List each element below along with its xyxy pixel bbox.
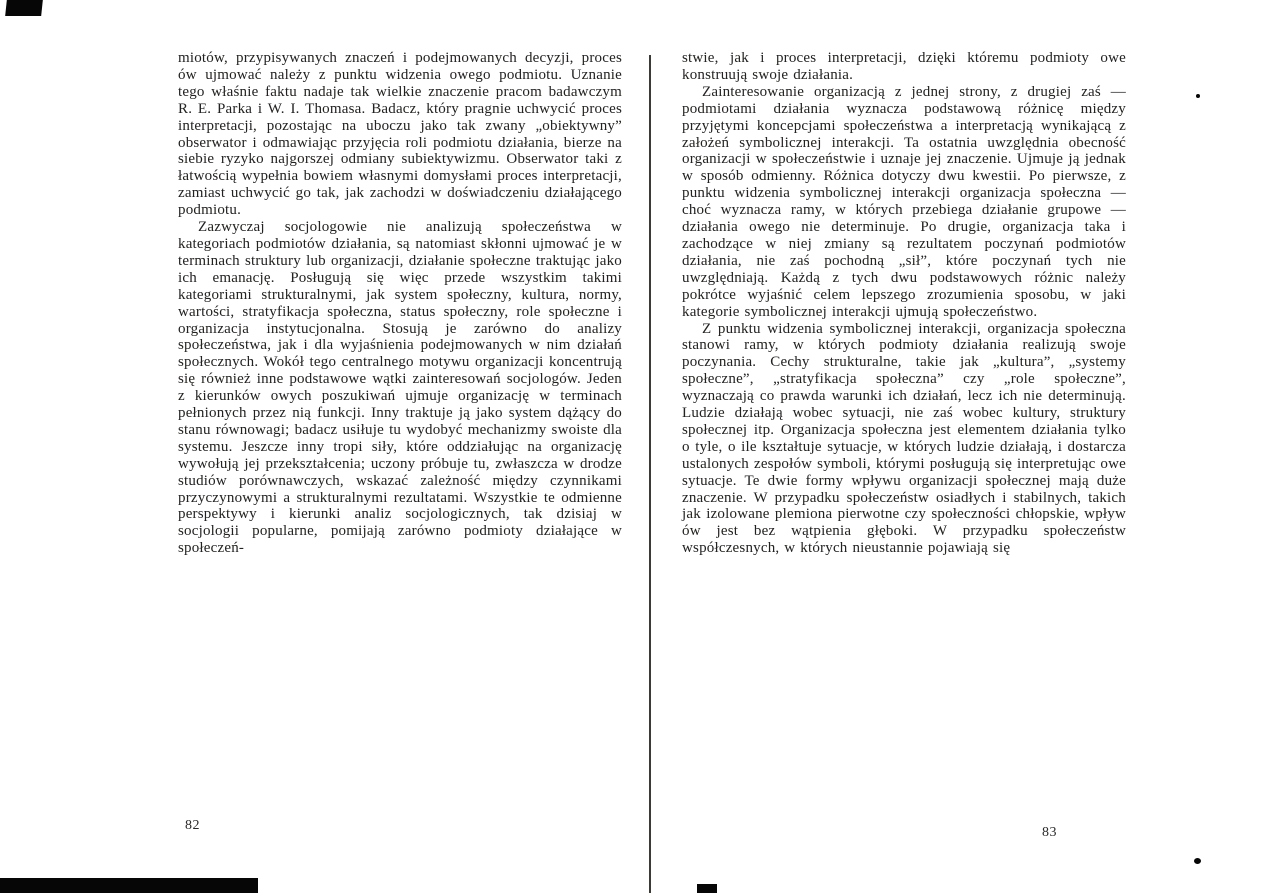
scan-artifact-right-dot bbox=[1194, 858, 1201, 864]
paragraph-continuation: miotów, przypisywanych znaczeń i podejmowanych decyzji, proces ów ujmować należy z punktu widzenia owego podmiotu. Uznanie tego właśnie faktu nadaje tak wielkie znaczenie pracom badawczym R. E. Parka i W. I. Thomasa. Badacz, który pragnie uchwycić proces interpretacji, pozostając na uboczu jako tak zwany „obiektywny” obserwator i odmawiając przyjęcia roli podmiotu działania, bierze na siebie ryzyko najgorszej odmiany subiektywizmu. Obserwator taki z łatwością wypełnia bowiem własnymi domysłami proces interpretacji, zamiast uchwycić go tak, jak zachodzi w doświadczeniu działającego podmiotu. bbox=[178, 50, 622, 219]
paragraph-continuation: stwie, jak i proces interpretacji, dzięki któremu podmioty owe konstruują swoje działania. bbox=[682, 50, 1126, 83]
paragraph: Zainteresowanie organizacją z jednej strony, z drugiej zaś — podmiotami działania wyznacza podstawową różnicę między przyjętymi koncepcjami społeczeństwa a interpretacją wynikającą z założeń symbolicznej interakcji. Ta ostatnia uwzględnia obecność organizacji w społeczeństwie i uznaje jej znaczenie. Ujmuje ją jednak w sposób odmienny. Różnica dotyczy dwu kwestii. Po pierwsze, z punktu widzenia symbolicznej interakcji organizacja społeczna — choć wyznacza ramy, w których przebiega działanie grupowe — działania owego nie determinuje. Po drugie, organizacja taka i zachodzące w niej zmiany są rezultatem poczynań podmiotów działania, nie zaś pochodną „sił”, które poczynań tych nie uwzględniają. Każdą z tych dwu podstawowych różnic należy pokrótce wyjaśnić celem lepszego zrozumienia sposobu, w jaki kategorie symbolicznej interakcji ujmują społeczeństwo. bbox=[682, 83, 1126, 320]
page-number-right: 83 bbox=[1042, 825, 1057, 840]
page-number-left: 82 bbox=[185, 818, 200, 833]
scan-speck-top-right bbox=[1196, 94, 1200, 98]
page-right bbox=[682, 50, 1126, 557]
scan-artifact-top-left bbox=[5, 0, 43, 16]
scan-artifact-bottom-mark bbox=[697, 884, 717, 893]
page-gutter-divider bbox=[649, 55, 651, 893]
paragraph: Zazwyczaj socjologowie nie analizują społeczeństwa w kategoriach podmiotów działania, są natomiast skłonni ujmować je w terminach struktury lub organizacji, działanie społeczne traktując jako ich emanację. Posługują się więc przede wszystkim takimi kategoriami strukturalnymi, jak system społeczny, kultura, normy, wartości, stratyfikacja społeczna, status społeczny, role społeczne i organizacja instytucjonalna. Stosują je zarówno do analizy społeczeństwa, jak i dla wyjaśnienia podejmowanych w nim działań społecznych. Wokół tego centralnego motywu organizacji koncentrują się również inne podstawowe wątki zainteresowań socjologów. Jeden z kierunków owych poszukiwań ujmuje organizację w terminach pełnionych przez nią funkcji. Inny traktuje ją jako system dążący do stanu równowagi; badacz usiłuje tu wydobyć mechanizmy swoiste dla systemu. Jeszcze inny tropi siły, które oddziałując na organizację wywołują jej przekształcenia; uczony próbuje tu, zwłaszcza w drodze studiów porównawczych, wskazać zależność między czynnikami przyczynowymi a strukturalnymi rezultatami. Wszystkie te odmienne perspektywy i kierunki analiz socjologicznych, tak dzisiaj w socjologii popularne, pomijają zarówno podmioty działające w społeczeń- bbox=[178, 219, 622, 557]
paragraph: Z punktu widzenia symbolicznej interakcji, organizacja społeczna stanowi ramy, w których podmioty działania realizują swoje poczynania. Cechy strukturalne, takie jak „kultura”, „systemy społeczne”, „stratyfikacja społeczna” czy „role społeczne”, wyznaczają co prawda warunki ich działań, lecz ich nie determinują. Ludzie działają wobec sytuacji, nie zaś wobec kultury, struktury społecznej itp. Organizacja społeczna jest elementem działania tylko o tyle, o ile kształtuje sytuacje, w których ludzie działają, i dostarcza ustalonych zespołów symboli, którymi posługują się interpretując owe sytuacje. Te dwie formy wpływu organizacji społecznej mają duże znaczenie. W przypadku społeczeństw osiadłych i stabilnych, takich jak izolowane plemiona pierwotne czy społeczności chłopskie, wpływ ów jest bez wątpienia głęboki. W przypadku społeczeństw współczesnych, w których nieustannie pojawiają się bbox=[682, 320, 1126, 557]
scan-artifact-bottom-bar bbox=[0, 878, 258, 893]
page-left bbox=[178, 50, 622, 557]
